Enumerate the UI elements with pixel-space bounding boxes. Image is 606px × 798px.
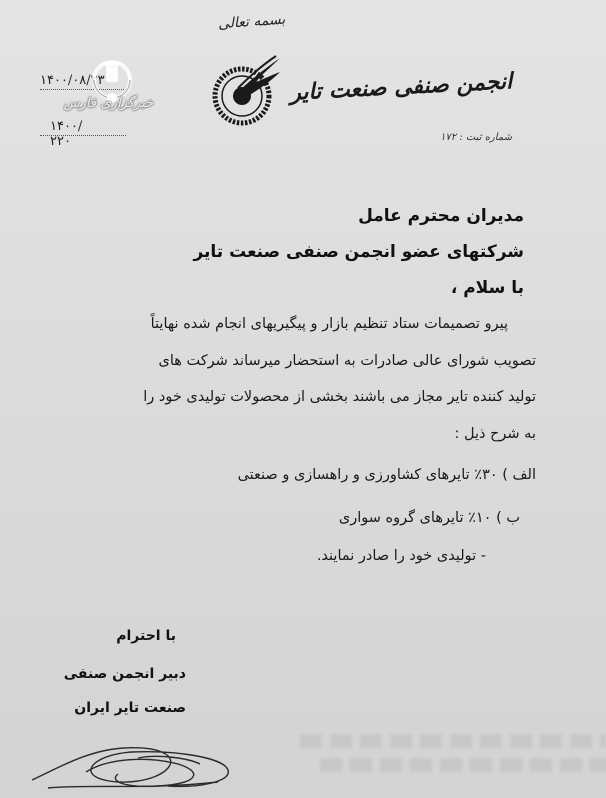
- signatory-title-1: دبیر انجمن صنفی: [63, 666, 186, 682]
- handwritten-signature-icon: [28, 728, 238, 794]
- list-item-a: الف ) ۳۰٪ تایرهای کشاورزی و راهسازی و صنعتی: [237, 467, 536, 483]
- faint-bleed-through-1: [300, 734, 606, 748]
- body-line-4: به شرح ذیل :: [454, 425, 536, 442]
- tire-wing-logo-icon: [208, 52, 282, 128]
- list-item-b: ب ) ۱۰٪ تایرهای گروه سواری: [338, 510, 520, 526]
- bismillah-heading: بسمه تعالی: [217, 11, 286, 33]
- closing-sentence: - تولیدی خود را صادر نمایند.: [316, 548, 486, 564]
- faint-bleed-through-2: [320, 758, 606, 772]
- addressee-line-2: شرکتهای عضو انجمن صنفی صنعت تایر: [193, 242, 524, 262]
- date-value: ۱۴۰۰/۰۸/۲۳: [40, 73, 105, 88]
- body-line-2: تصویب شورای عالی صادرات به استحضار میرساند شرکت های: [158, 352, 536, 369]
- regards-text: با احترام: [116, 628, 176, 644]
- signatory-title-2: صنعت تایر ایران: [74, 700, 186, 716]
- number-value: ۱۴۰۰/ ۲۲۰: [50, 119, 83, 149]
- body-line-1: پیرو تصمیمات ستاد تنظیم بازار و پیگیریهای انجام شده نهایتاً: [150, 316, 508, 332]
- addressee-line-1: مدیران محترم عامل: [358, 206, 524, 226]
- body-paragraph: [66, 306, 536, 452]
- greeting: با سلام ،: [450, 278, 524, 298]
- organization-title: انجمن صنفی صنعت تایر: [289, 68, 513, 106]
- registration-number: شماره ثبت : ۱۷۲: [440, 132, 512, 143]
- body-line-3: تولید کننده تایر مجاز می باشند بخشی از محصولات تولیدی خود را: [143, 389, 536, 405]
- watermark-text: خبرگزاری فارس: [63, 96, 154, 111]
